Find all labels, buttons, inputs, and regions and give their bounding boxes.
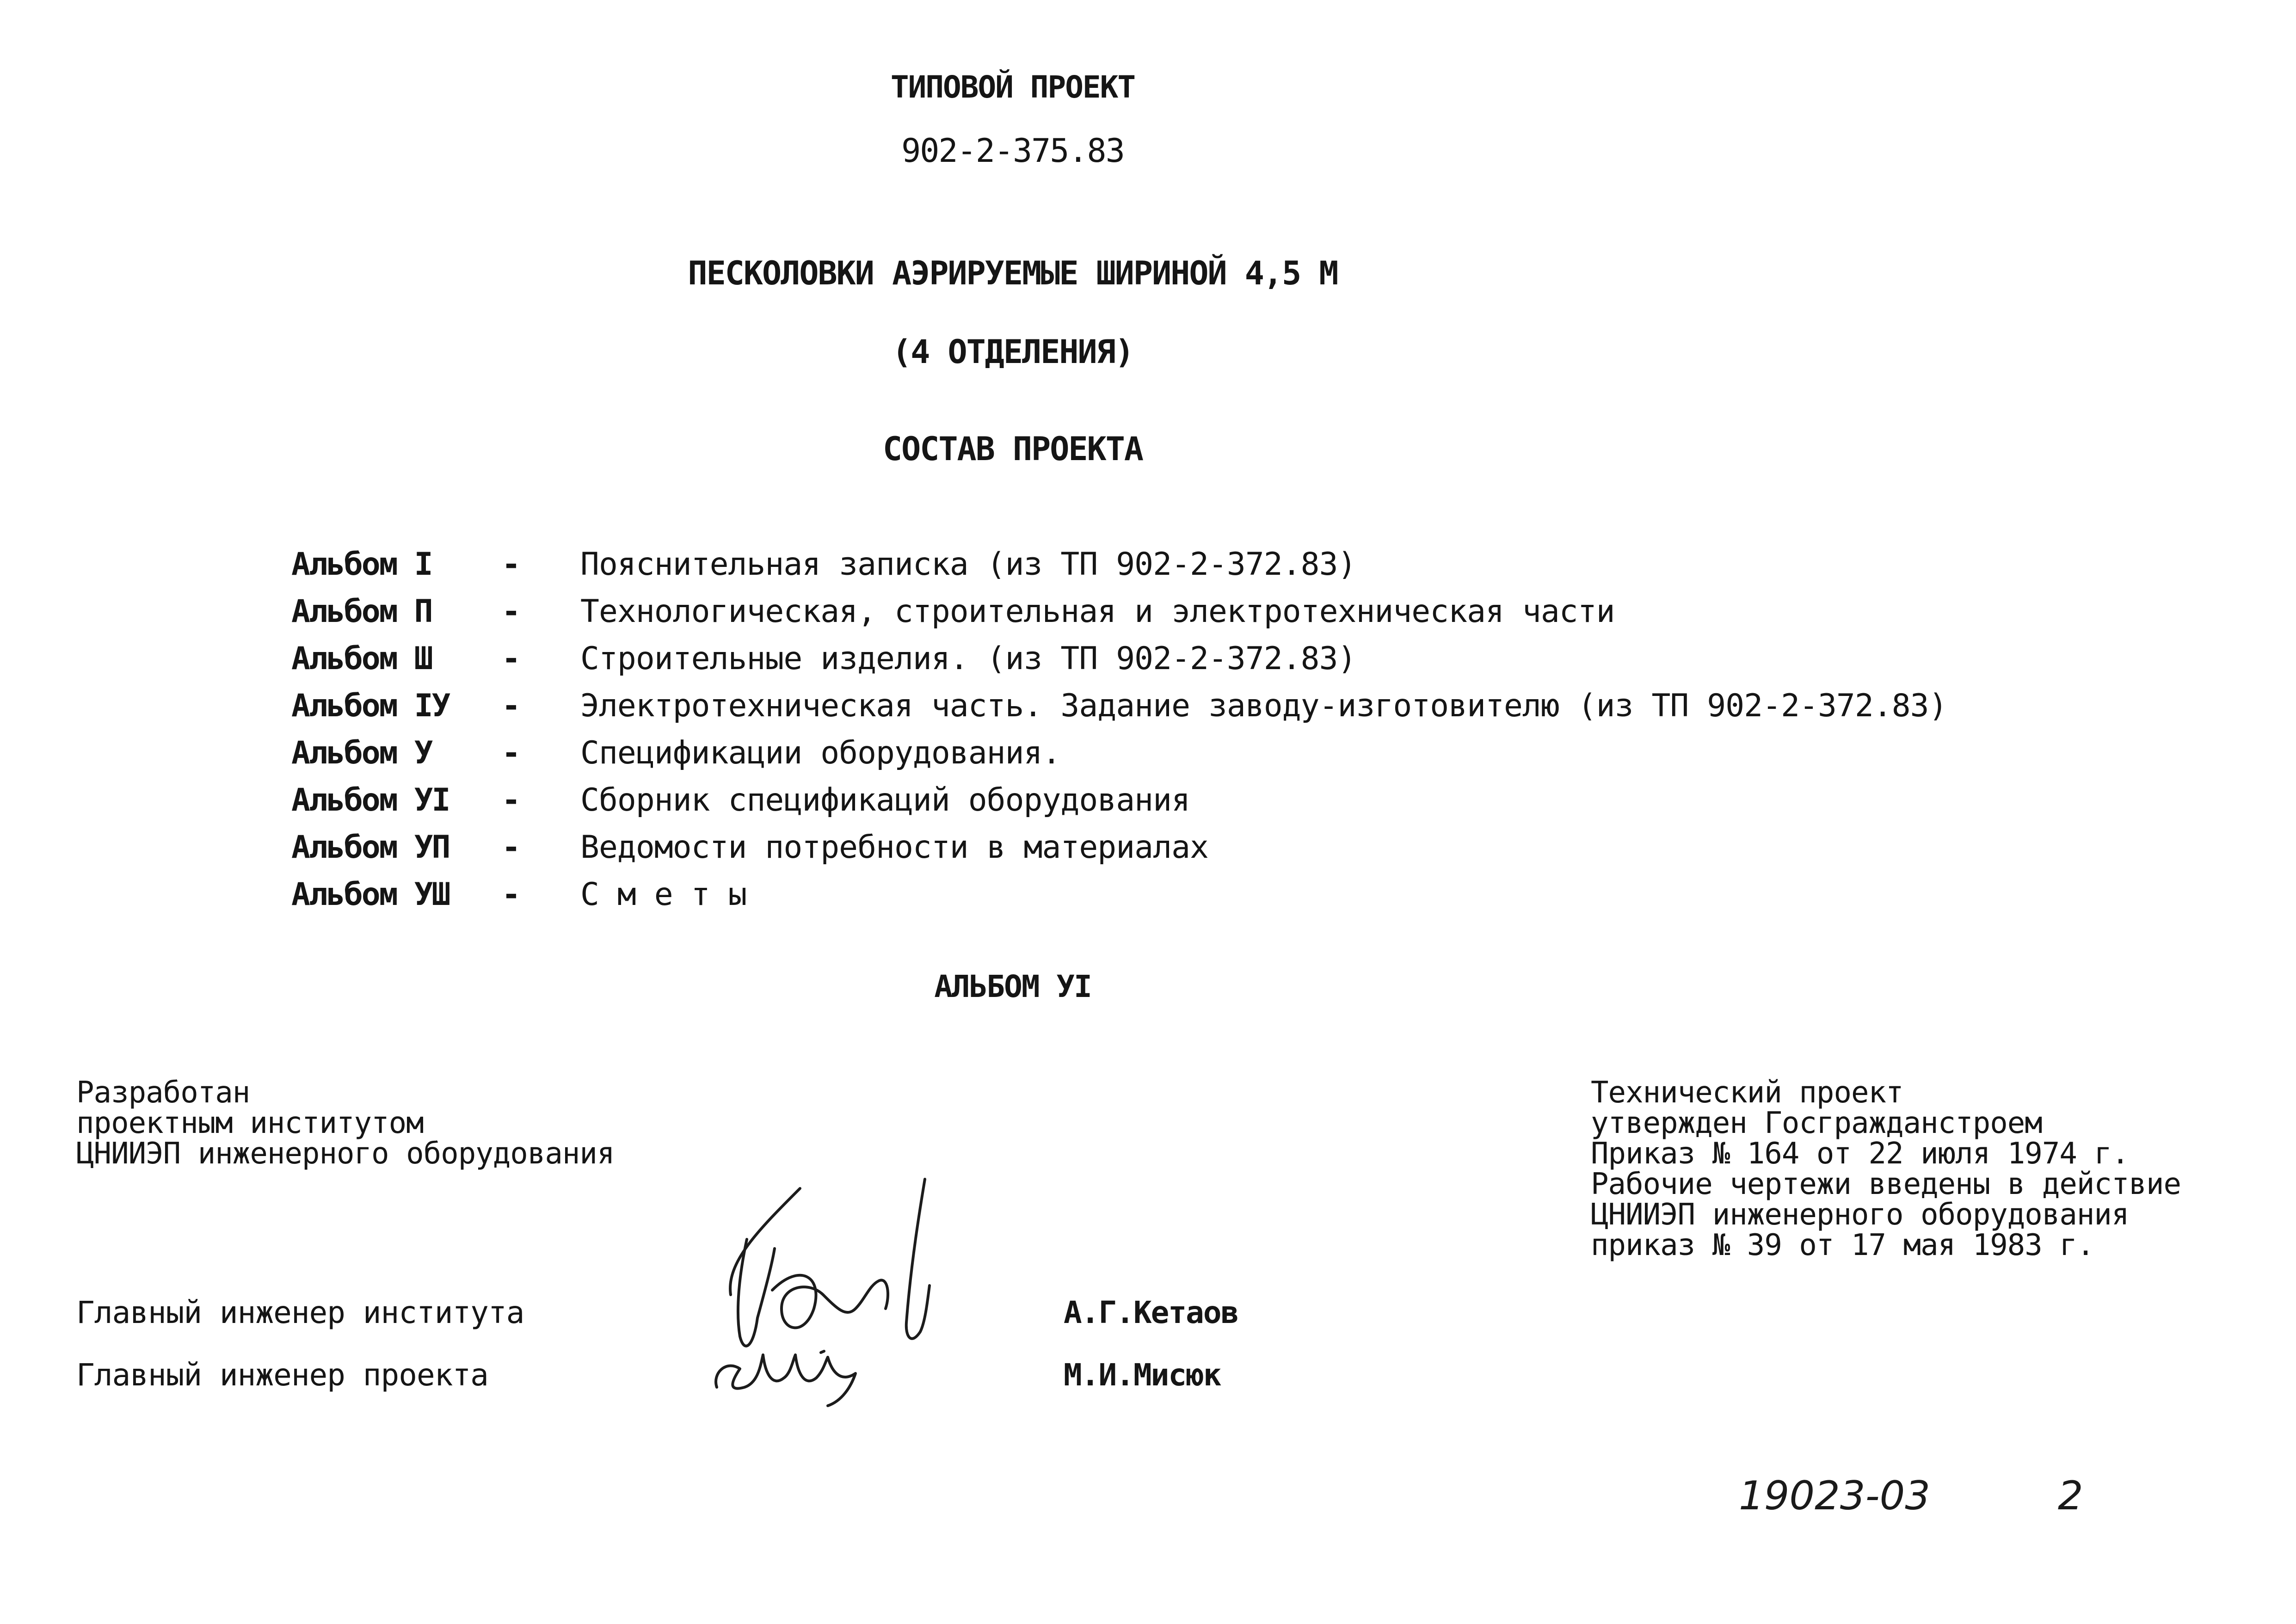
album-dash: - (502, 688, 521, 724)
album-title: Электротехническая часть. Задание заводу-изготовителю (из ТП 902-2-372.83) (580, 688, 1947, 724)
album-label: Альбом УП (291, 829, 449, 866)
album-title: С м е т ы (580, 876, 747, 913)
approval-line: приказ № 39 от 17 мая 1983 г. (1591, 1228, 2094, 1262)
album-title: Ведомости потребности в материалах (580, 829, 1208, 866)
developer-line: ЦНИИЭП инженерного оборудования (76, 1137, 615, 1171)
album-label: Альбом УI (291, 782, 449, 818)
album-dash: - (502, 640, 521, 677)
album-dash: - (502, 782, 521, 818)
current-album-title: АЛЬБОМ УI (934, 969, 1091, 1004)
developer-line: проектным институтом (76, 1106, 424, 1140)
album-label: Альбом Ш (291, 640, 432, 677)
album-label: Альбом У (291, 735, 432, 771)
signatory-name: М.И.Мисюк (1064, 1357, 1221, 1393)
album-dash: - (502, 546, 521, 583)
album-dash: - (502, 829, 521, 866)
handwritten-signature (703, 1170, 962, 1410)
album-label: Альбом I (291, 546, 432, 583)
approval-line: ЦНИИЭП инженерного оборудования (1591, 1198, 2129, 1232)
project-subtitle: (4 ОТДЕЛЕНИЯ) (892, 333, 1133, 371)
album-title: Спецификации оборудования. (580, 735, 1061, 771)
approval-line: утвержден Госгражданстроем (1591, 1106, 2042, 1140)
approval-line: Рабочие чертежи введены в действие (1591, 1167, 2181, 1201)
signatory-name: А.Г.Кетаов (1064, 1295, 1238, 1330)
archive-code: 19023-03 (1739, 1473, 1931, 1519)
project-number: 902-2-375.83 (901, 132, 1124, 170)
album-label: Альбом УШ (291, 876, 449, 913)
developer-block (76, 1077, 614, 1169)
signatory-role: Главный инженер института (76, 1295, 524, 1330)
project-name: ПЕСКОЛОВКИ АЭРИРУЕМЫЕ ШИРИНОЙ 4,5 М (688, 254, 1338, 292)
album-label: Альбом П (291, 593, 432, 630)
album-dash: - (502, 735, 521, 771)
approval-line: Технический проект (1591, 1076, 1903, 1110)
album-title: Сборник спецификаций оборудования (580, 782, 1190, 818)
approval-line: Приказ № 164 от 22 июля 1974 г. (1591, 1137, 2129, 1171)
document-type-label: ТИПОВОЙ ПРОЕКТ (890, 69, 1135, 105)
album-dash: - (502, 876, 521, 913)
album-label: Альбом IУ (291, 688, 449, 724)
album-title: Пояснительная записка (из ТП 902-2-372.83) (580, 546, 1356, 583)
album-title: Строительные изделия. (из ТП 902-2-372.83) (580, 640, 1356, 677)
developer-line: Разработан (76, 1076, 250, 1110)
composition-title: СОСТАВ ПРОЕКТА (882, 430, 1143, 468)
page-number: 2 (2058, 1473, 2083, 1519)
album-dash: - (502, 593, 521, 630)
album-title: Технологическая, строительная и электротехническая части (580, 593, 1615, 630)
signatory-role: Главный инженер проекта (76, 1357, 488, 1393)
approval-block (1591, 1077, 2181, 1261)
